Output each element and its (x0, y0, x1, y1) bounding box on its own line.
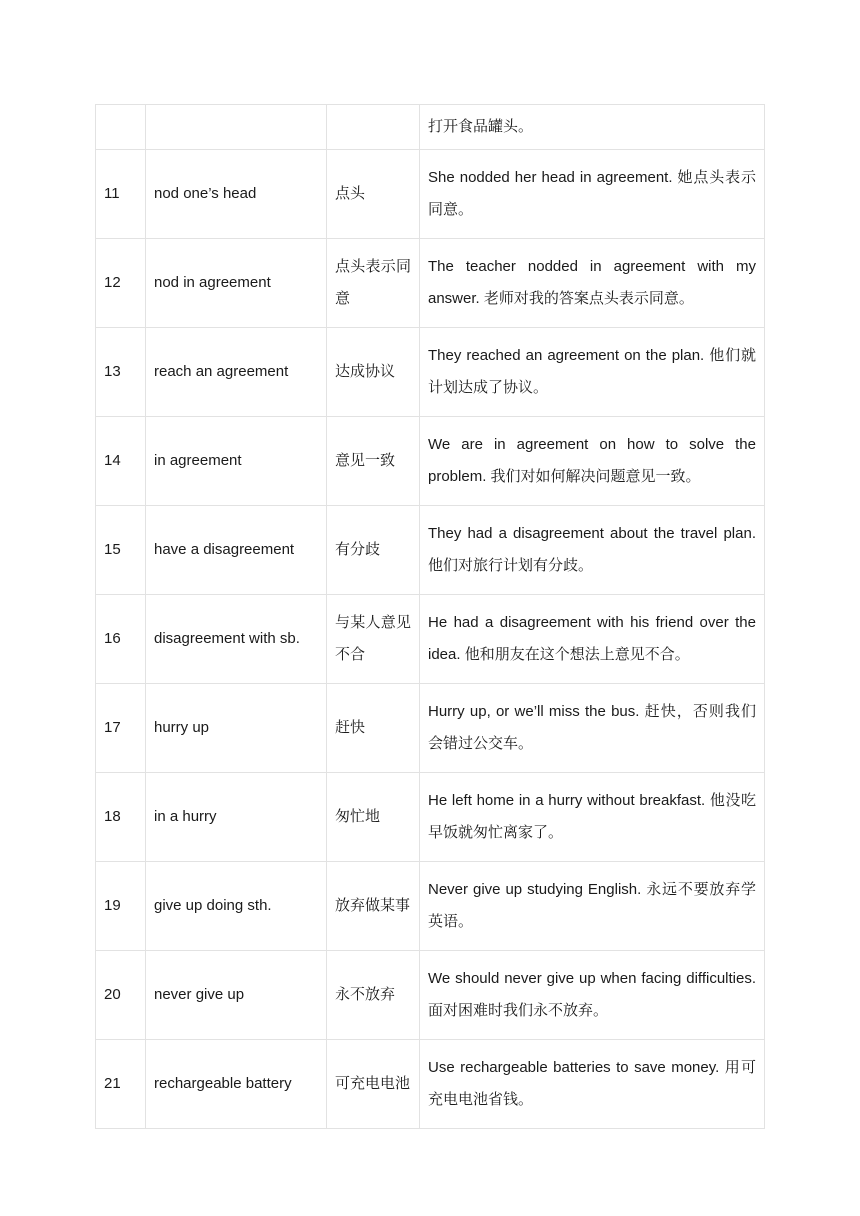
example-cell: Never give up studying English. 永远不要放弃学英语。 (420, 862, 765, 951)
phrase-cell: reach an agreement (146, 328, 327, 417)
table-row (96, 684, 765, 773)
phrase-cell: disagreement with sb. (146, 595, 327, 684)
meaning-cell: 赶快 (327, 684, 420, 773)
row-number-cell: 11 (96, 150, 146, 239)
table-row (96, 150, 765, 239)
phrase-cell: have a disagreement (146, 506, 327, 595)
table-row (96, 862, 765, 951)
table-row-continued (96, 105, 765, 150)
table-row (96, 595, 765, 684)
example-cell: He had a disagreement with his friend over the idea. 他和朋友在这个想法上意见不合。 (420, 595, 765, 684)
meaning-cell: 与某人意见不合 (327, 595, 420, 684)
example-cell: The teacher nodded in agreement with my answer. 老师对我的答案点头表示同意。 (420, 239, 765, 328)
table-row (96, 1040, 765, 1129)
row-number-cell: 13 (96, 328, 146, 417)
row-number-cell: 16 (96, 595, 146, 684)
meaning-cell: 匆忙地 (327, 773, 420, 862)
phrase-cell: nod in agreement (146, 239, 327, 328)
vocabulary-table-body (96, 105, 765, 1129)
phrase-cell: in agreement (146, 417, 327, 506)
phrase-cell: in a hurry (146, 773, 327, 862)
meaning-cell: 意见一致 (327, 417, 420, 506)
row-number-cell: 15 (96, 506, 146, 595)
example-cell: He left home in a hurry without breakfast. 他没吃早饭就匆忙离家了。 (420, 773, 765, 862)
example-cell: We are in agreement on how to solve the problem. 我们对如何解决问题意见一致。 (420, 417, 765, 506)
table-row (96, 951, 765, 1040)
example-cell: They had a disagreement about the travel plan. 他们对旅行计划有分歧。 (420, 506, 765, 595)
row-number-cell (96, 105, 146, 150)
row-number-cell: 19 (96, 862, 146, 951)
table-row (96, 239, 765, 328)
phrase-cell: nod one’s head (146, 150, 327, 239)
example-cell: 打开食品罐头。 (420, 105, 765, 150)
vocabulary-table (95, 104, 765, 1129)
row-number-cell: 12 (96, 239, 146, 328)
meaning-cell: 永不放弃 (327, 951, 420, 1040)
table-row (96, 773, 765, 862)
phrase-cell: give up doing sth. (146, 862, 327, 951)
meaning-cell (327, 105, 420, 150)
meaning-cell: 放弃做某事 (327, 862, 420, 951)
table-row (96, 506, 765, 595)
example-cell: They reached an agreement on the plan. 他们就计划达成了协议。 (420, 328, 765, 417)
meaning-cell: 达成协议 (327, 328, 420, 417)
row-number-cell: 14 (96, 417, 146, 506)
example-cell: Hurry up, or we’ll miss the bus. 赶快，否则我们会错过公交车。 (420, 684, 765, 773)
meaning-cell: 有分歧 (327, 506, 420, 595)
phrase-cell: rechargeable battery (146, 1040, 327, 1129)
phrase-cell: never give up (146, 951, 327, 1040)
phrase-cell (146, 105, 327, 150)
row-number-cell: 20 (96, 951, 146, 1040)
row-number-cell: 21 (96, 1040, 146, 1129)
meaning-cell: 可充电电池 (327, 1040, 420, 1129)
row-number-cell: 17 (96, 684, 146, 773)
row-number-cell: 18 (96, 773, 146, 862)
meaning-cell: 点头 (327, 150, 420, 239)
example-cell: She nodded her head in agreement. 她点头表示同意。 (420, 150, 765, 239)
table-row (96, 328, 765, 417)
table-row (96, 417, 765, 506)
example-cell: We should never give up when facing difficulties. 面对困难时我们永不放弃。 (420, 951, 765, 1040)
example-cell: Use rechargeable batteries to save money. 用可充电电池省钱。 (420, 1040, 765, 1129)
phrase-cell: hurry up (146, 684, 327, 773)
meaning-cell: 点头表示同意 (327, 239, 420, 328)
